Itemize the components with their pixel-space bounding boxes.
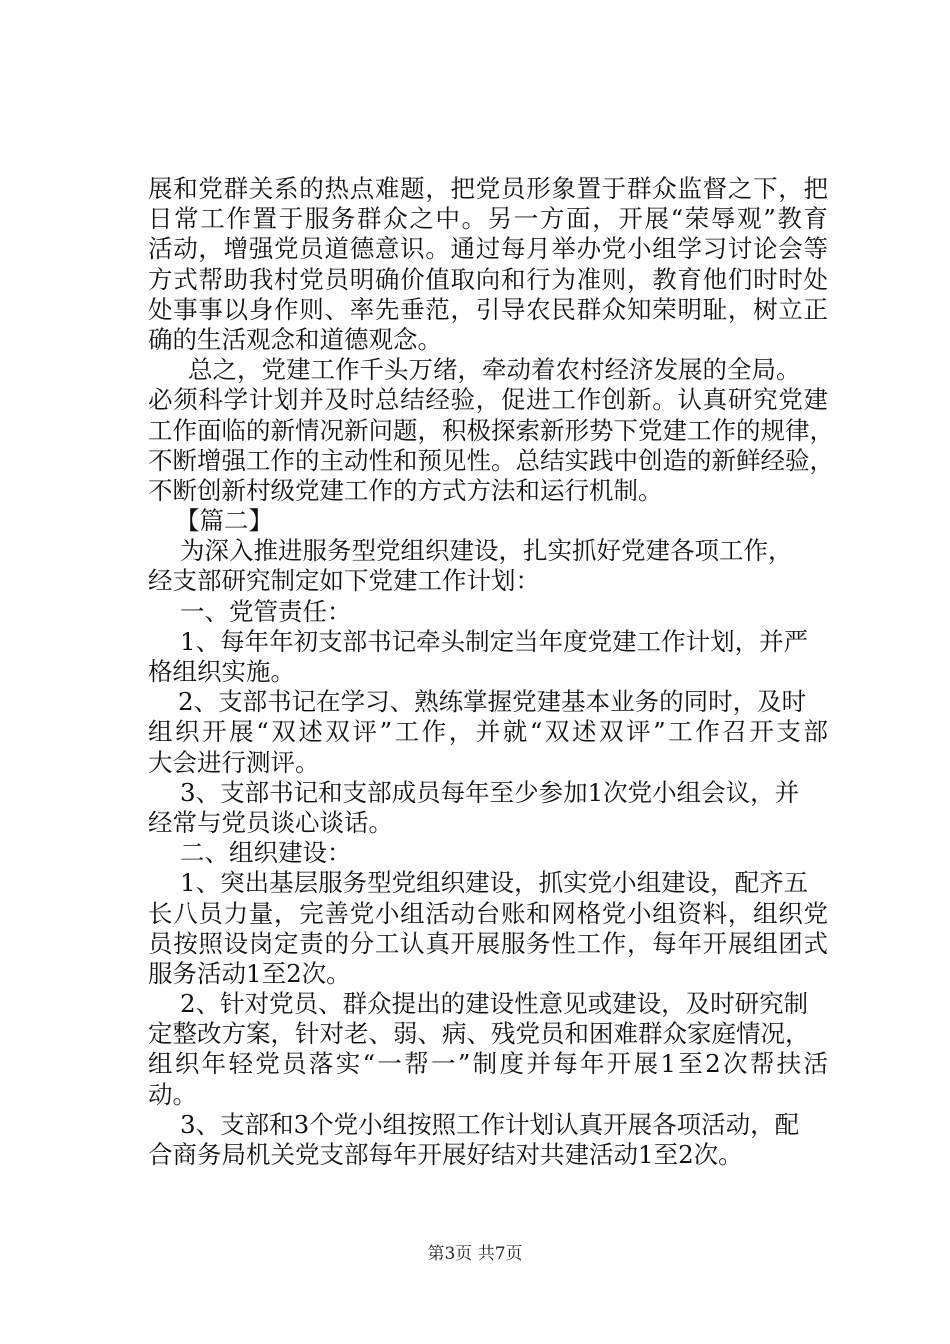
text-line: 工作面临的新情况新问题，积极探索新形势下党建工作的规律， bbox=[148, 415, 834, 445]
subsection-heading: 一、党管责任： bbox=[180, 596, 352, 626]
text-line: 方式帮助我村党员明确价值取向和行为准则，教育他们时时处 bbox=[148, 264, 828, 294]
text-line: 组织开展“双述双评”工作，并就“双述双评”工作召开支部 bbox=[148, 717, 828, 747]
text-line: 必须科学计划并及时总结经验，促进工作创新。认真研究党建 bbox=[148, 385, 828, 415]
text-line: 展和党群关系的热点难题，把党员形象置于群众监督之下，把 bbox=[148, 174, 828, 203]
text-line: 格组织实施。 bbox=[148, 657, 295, 686]
text-line: 处事事以身作则、率先垂范，引导农民群众知荣明耻，树立正 bbox=[148, 294, 828, 324]
paragraph-start: 总之，党建工作千头万绪，牵动着农村经济发展的全局。 bbox=[188, 355, 801, 385]
text-line: 定整改方案，针对老、弱、病、残党员和困难群众家庭情况， bbox=[148, 1019, 810, 1049]
list-item-start: 1、突出基层服务型党组织建设，抓实党小组建设，配齐五 bbox=[180, 868, 809, 898]
text-line: 合商务局机关党支部每年开展好结对共建活动1至2次。 bbox=[148, 1140, 743, 1169]
text-line: 不断创新村级党建工作的方式方法和运行机制。 bbox=[148, 475, 663, 505]
text-line: 经常与党员谈心谈话。 bbox=[148, 807, 393, 837]
text-line: 员按照设岗定责的分工认真开展服务性工作，每年开展组团式 bbox=[148, 928, 828, 958]
text-line: 组织年轻党员落实“一帮一”制度并每年开展1至2次帮扶活 bbox=[148, 1049, 828, 1079]
text-line: 确的生活观念和道德观念。 bbox=[148, 324, 442, 354]
text-line: 大会进行测评。 bbox=[148, 747, 320, 777]
document-body bbox=[148, 174, 834, 1170]
list-item-start: 3、支部和3个党小组按照工作计划认真开展各项活动，配 bbox=[180, 1109, 800, 1139]
text-line: 经支部研究制定如下党建工作计划： bbox=[148, 566, 540, 596]
text-line: 动。 bbox=[148, 1079, 197, 1109]
list-item-start: 2、支部书记在学习、熟练掌握党建基本业务的同时，及时 bbox=[178, 687, 807, 717]
list-item-start: 2、针对党员、群众提出的建设性意见或建设，及时研究制 bbox=[180, 989, 809, 1019]
text-line: 不断增强工作的主动性和预见性。总结实践中创造的新鲜经验， bbox=[148, 445, 834, 475]
section-heading: 【篇二】 bbox=[175, 506, 273, 536]
text-line: 服务活动1至2次。 bbox=[148, 958, 351, 988]
page-number-footer: 第3页 共7页 bbox=[427, 1244, 523, 1264]
subsection-heading: 二、组织建设： bbox=[180, 838, 352, 868]
text-line: 日常工作置于服务群众之中。另一方面，开展“荣辱观”教育 bbox=[148, 204, 828, 234]
text-line: 长八员力量，完善党小组活动台账和网格党小组资料，组织党 bbox=[148, 898, 828, 928]
text-line: 活动，增强党员道德意识。通过每月举办党小组学习讨论会等 bbox=[148, 234, 828, 264]
list-item-start: 1、每年年初支部书记牵头制定当年度党建工作计划，并严 bbox=[180, 626, 809, 656]
paragraph-start: 为深入推进服务型党组织建设，扎实抓好党建各项工作， bbox=[180, 536, 793, 566]
list-item-start: 3、支部书记和支部成员每年至少参加1次党小组会议，并 bbox=[180, 777, 800, 807]
